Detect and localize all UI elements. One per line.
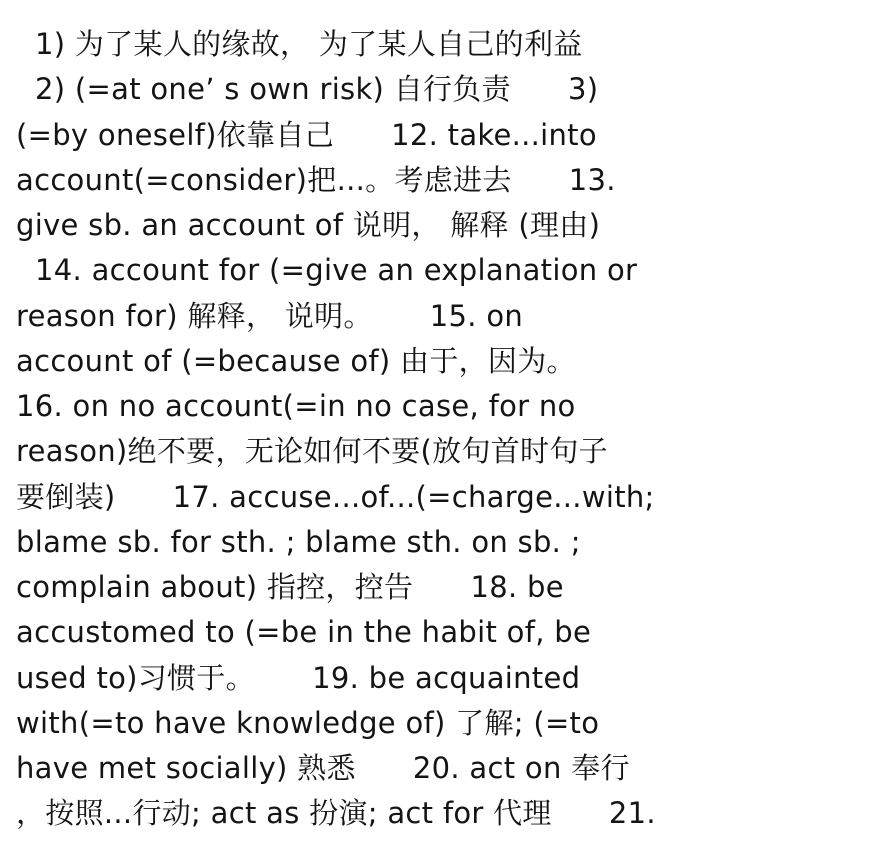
text-line-13: complain about) 指控，控告 18. be xyxy=(16,570,564,604)
text-line-16: with(=to have knowledge of) 了解; (=to xyxy=(16,706,600,740)
text-line-11: 要倒装) 17. accuse...of...(=charge...with; xyxy=(16,480,655,514)
text-line-10: reason)绝不要，无论如何不要(放句首时句子 xyxy=(16,434,608,468)
text-line-1: 1) 为了某人的缘故， 为了某人自己的利益 xyxy=(16,27,583,61)
text-line-12: blame sb. for sth. ; blame sth. on sb. ; xyxy=(16,525,581,559)
text-line-18: ，按照...行动; act as 扮演; act for 代理 21. xyxy=(16,796,656,830)
text-line-14: accustomed to (=be in the habit of, be xyxy=(16,615,592,649)
text-line-8: account of (=because of) 由于，因为。 xyxy=(16,344,576,378)
text-line-4: account(=consider)把...。考虑进去 13. xyxy=(16,163,616,197)
text-line-9: 16. on no account(=in no case, for no xyxy=(16,389,576,423)
text-line-5: give sb. an account of 说明， 解释 (理由) xyxy=(16,208,601,242)
text-line-17: have met socially) 熟悉 20. act on 奉行 xyxy=(16,751,630,785)
text-line-2: 2) (=at one’ s own risk) 自行负责 3) xyxy=(16,72,599,106)
text-line-15: used to)习惯于。 19. be acquainted xyxy=(16,661,581,695)
text-line-6: 14. account for (=give an explanation or xyxy=(16,253,638,287)
text-line-3: (=by oneself)依靠自己 12. take...into xyxy=(16,118,597,152)
text-line-7: reason for) 解释， 说明。 15. on xyxy=(16,299,524,333)
